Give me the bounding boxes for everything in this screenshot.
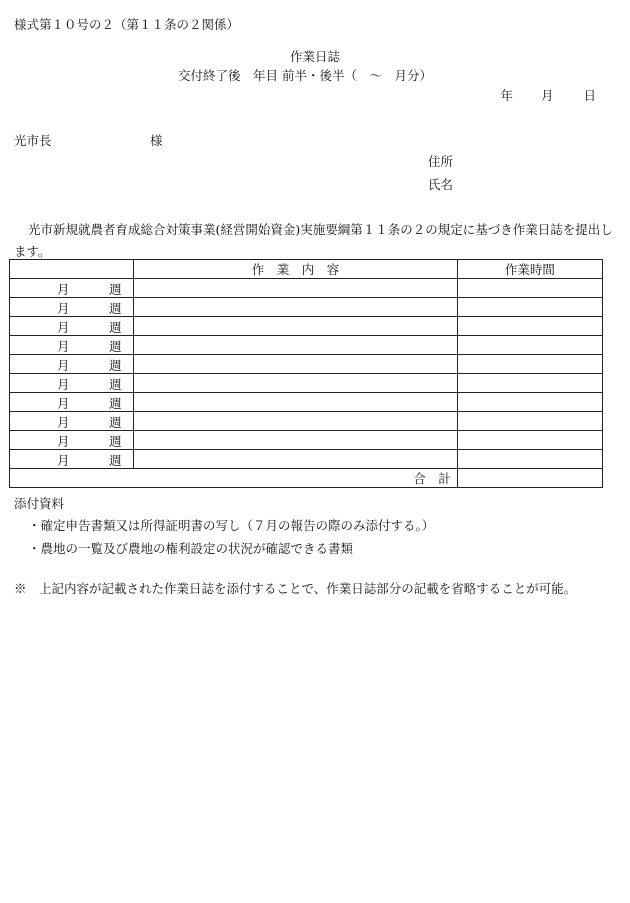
work-content-cell[interactable] — [134, 355, 458, 374]
form-number: 様式第１０号の２（第１１条の２関係） — [14, 17, 240, 32]
table-row — [10, 431, 603, 450]
address-label: 住所 — [428, 154, 454, 169]
name-label: 氏名 — [428, 177, 454, 192]
attachment-item: ・農地の一覧及び農地の権利設定の状況が確認できる書類 — [28, 541, 354, 556]
work-hours-cell[interactable] — [457, 374, 602, 393]
header-hours: 作業時間 — [457, 260, 602, 279]
document-subtitle: 交付終了後 年目 前半・後半（ ～ 月分） — [178, 68, 432, 83]
total-hours-cell[interactable] — [457, 469, 602, 488]
week-month-label: 月 — [57, 282, 70, 297]
week-cell[interactable] — [10, 431, 134, 450]
week-month-label: 月 — [57, 301, 70, 316]
week-week-label: 週 — [109, 320, 122, 335]
work-hours-cell[interactable] — [457, 279, 602, 298]
document-title: 作業日誌 — [289, 49, 340, 64]
week-cell[interactable] — [10, 393, 134, 412]
week-week-label: 週 — [109, 301, 122, 316]
table-row — [10, 450, 603, 469]
work-hours-cell[interactable] — [457, 393, 602, 412]
week-cell[interactable] — [10, 298, 134, 317]
week-month-label: 月 — [57, 415, 70, 430]
week-month-label: 月 — [57, 434, 70, 449]
week-cell[interactable] — [10, 336, 134, 355]
header-week — [10, 260, 134, 279]
week-month-label: 月 — [57, 320, 70, 335]
date-month[interactable]: 月 — [540, 88, 554, 103]
table-header-row — [10, 260, 603, 279]
week-month-label: 月 — [57, 358, 70, 373]
table-row — [10, 317, 603, 336]
work-hours-cell[interactable] — [457, 412, 602, 431]
header-content: 作 業 内 容 — [134, 260, 458, 279]
work-content-cell[interactable] — [134, 279, 458, 298]
week-cell[interactable] — [10, 279, 134, 298]
week-week-label: 週 — [109, 339, 122, 354]
week-cell[interactable] — [10, 317, 134, 336]
work-content-cell[interactable] — [134, 450, 458, 469]
table-row — [10, 412, 603, 431]
week-cell[interactable] — [10, 412, 134, 431]
work-content-cell[interactable] — [134, 336, 458, 355]
work-hours-cell[interactable] — [457, 431, 602, 450]
week-week-label: 週 — [109, 434, 122, 449]
date-year[interactable]: 年 — [500, 88, 513, 103]
week-week-label: 週 — [109, 377, 122, 392]
week-month-label: 月 — [57, 339, 70, 354]
week-month-label: 月 — [57, 396, 70, 411]
work-content-cell[interactable] — [134, 393, 458, 412]
work-hours-cell[interactable] — [457, 336, 602, 355]
week-cell[interactable] — [10, 374, 134, 393]
table-row — [10, 393, 603, 412]
total-row — [10, 469, 603, 488]
attachment-item: ・確定申告書類又は所得証明書の写し（７月の報告の際のみ添付する。） — [28, 518, 435, 533]
work-content-cell[interactable] — [134, 374, 458, 393]
date-day[interactable]: 日 — [583, 88, 596, 103]
addressee-name: 光市長 — [14, 133, 52, 148]
date-line — [500, 86, 596, 104]
week-cell[interactable] — [10, 355, 134, 374]
body-text: 光市新規就農者育成総合対策事業(経営開始資金)実施要綱第１１条の２の規定に基づき作業日誌を提出します。 — [14, 222, 613, 259]
work-hours-cell[interactable] — [457, 355, 602, 374]
work-hours-cell[interactable] — [457, 450, 602, 469]
work-content-cell[interactable] — [134, 298, 458, 317]
table-row — [10, 355, 603, 374]
addressee-suffix: 様 — [150, 133, 163, 148]
week-week-label: 週 — [109, 282, 122, 297]
week-week-label: 週 — [109, 396, 122, 411]
work-content-cell[interactable] — [134, 412, 458, 431]
table-row — [10, 336, 603, 355]
week-cell[interactable] — [10, 450, 134, 469]
work-log-table — [9, 259, 603, 488]
footnote: ※ 上記内容が記載された作業日誌を添付することで、作業日誌部分の記載を省略することが可能。 — [14, 581, 577, 596]
table-row — [10, 374, 603, 393]
attachments-title: 添付資料 — [14, 496, 65, 511]
work-content-cell[interactable] — [134, 317, 458, 336]
table-row — [10, 279, 603, 298]
week-month-label: 月 — [57, 377, 70, 392]
total-label: 合 計 — [10, 469, 458, 488]
week-month-label: 月 — [57, 453, 70, 468]
table-row — [10, 298, 603, 317]
work-hours-cell[interactable] — [457, 317, 602, 336]
week-week-label: 週 — [109, 358, 122, 373]
week-week-label: 週 — [109, 453, 122, 468]
work-hours-cell[interactable] — [457, 298, 602, 317]
week-week-label: 週 — [109, 415, 122, 430]
work-content-cell[interactable] — [134, 431, 458, 450]
